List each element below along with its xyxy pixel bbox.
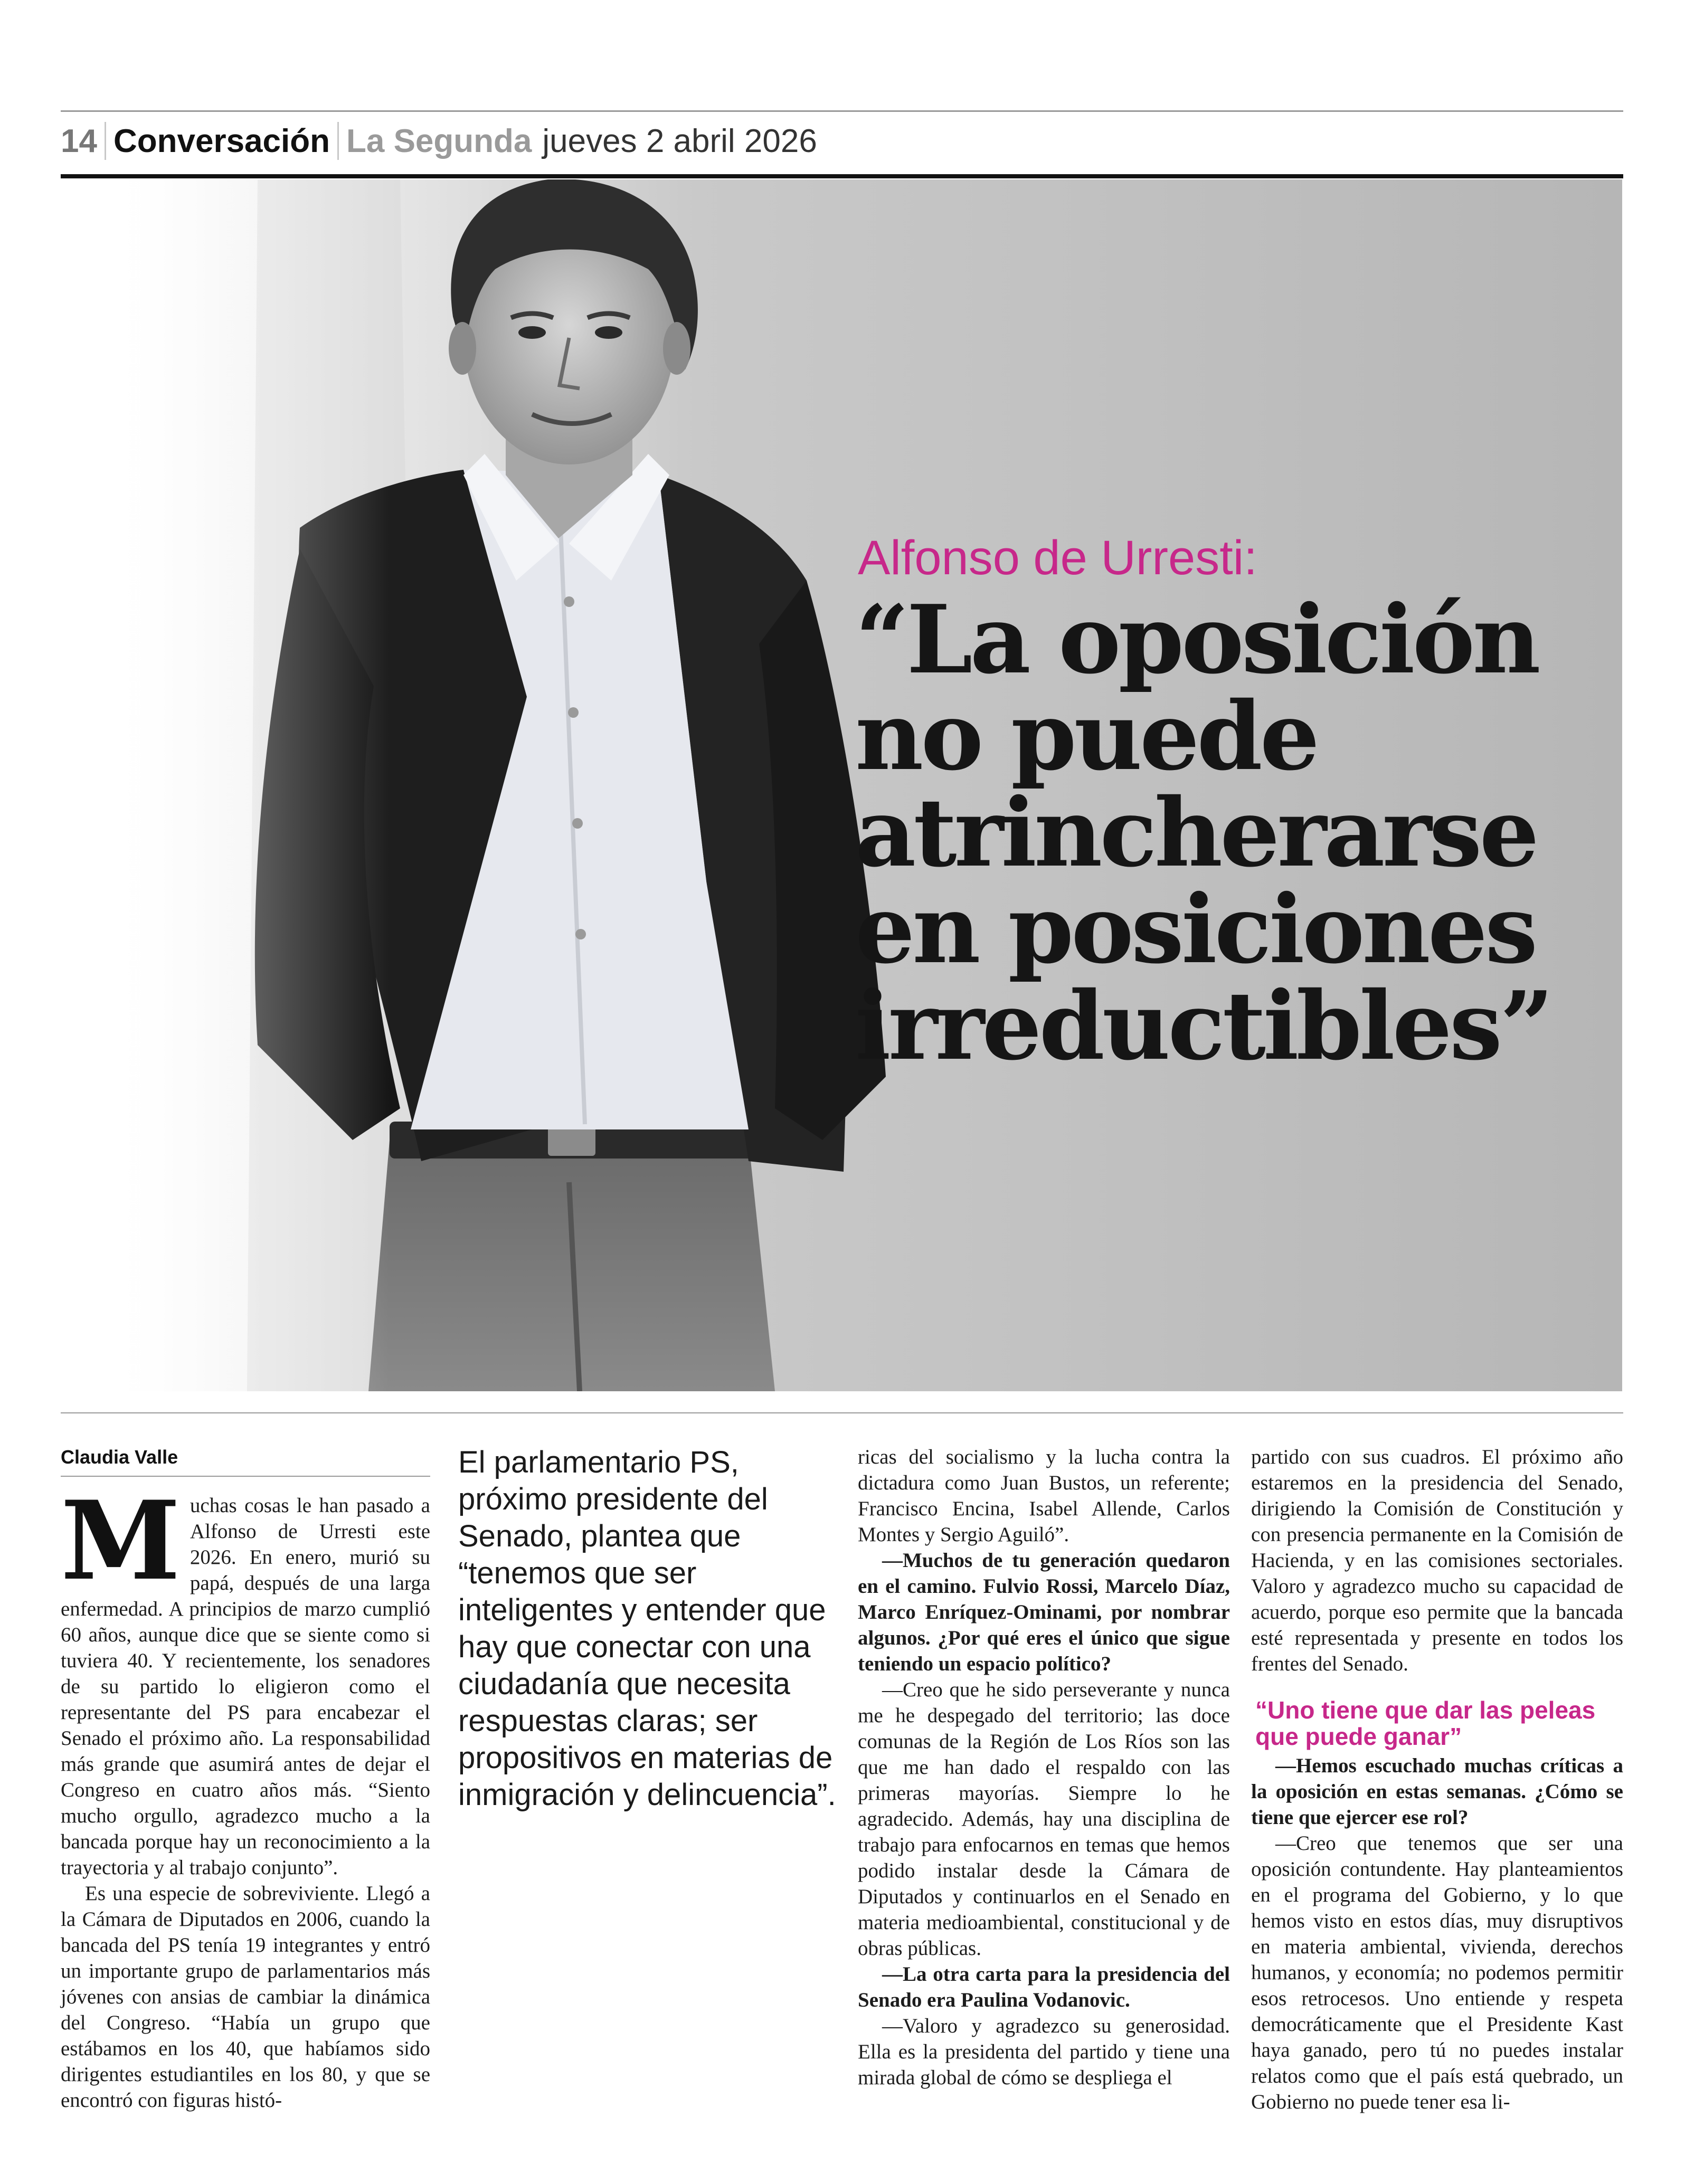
header-divider bbox=[105, 122, 106, 160]
article-column-3 bbox=[858, 1444, 1230, 2091]
headline-line: “La oposición bbox=[855, 584, 1538, 695]
article-paragraph: Es una especie de sobreviviente. Llegó a la Cámara de Diputados en 2006, cuando la bancada del PS tenía 19 integrantes y entró un importante grupo de parlamentarios más jóvenes con ansias de cambiar la dinámica del Congreso. “Había un grupo que estábamos en los 40, que habíamos sido dirigentes estudiantiles en los 80, y que se encontró con figuras histó- bbox=[61, 1882, 430, 2112]
headline-kicker: Alfonso de Urresti: bbox=[858, 531, 1257, 585]
photo-bottom-rule bbox=[61, 1412, 1623, 1413]
header-rule bbox=[61, 174, 1623, 178]
headline-line: no puede bbox=[855, 681, 1317, 791]
header-divider bbox=[337, 122, 339, 160]
section-subhead: “Uno tiene que dar las peleas que puede ganar” bbox=[1255, 1696, 1596, 1750]
article-paragraph: ricas del socialismo y la lucha contra la dictadura como Juan Bustos, un referente; Francisco Encina, Isabel Allende, Carlos Montes y Sergio Aguiló”. bbox=[858, 1446, 1230, 1546]
interview-answer: —Valoro y agradezco su generosidad. Ella es la presidenta del partido y tiene una mirada global de cómo se despliega el bbox=[858, 2015, 1230, 2089]
article-paragraph: partido con sus cuadros. El próximo año estaremos en la presidencia del Senado, dirigiendo la Comisión de Constitución y con presencia permanente en la Comisión de Hacienda, y en las comisiones sectoriales. Valoro y agradezco mucho su capacidad de acuerdo, porque eso permite que la bancada esté representada y presente en todos los frentes del Senado. bbox=[1251, 1446, 1623, 1675]
interview-question: —Muchos de tu generación quedaron en el camino. Fulvio Rossi, Marcelo Díaz, Marco Enríquez-Ominami, por nombrar algunos. ¿Por qué eres el único que sigue teniendo un espacio político? bbox=[858, 1549, 1230, 1675]
byline: Claudia Valle bbox=[61, 1446, 178, 1468]
issue-date: jueves 2 abril 2026 bbox=[542, 122, 817, 159]
article-column-4 bbox=[1251, 1444, 1623, 2115]
page-number: 14 bbox=[61, 122, 97, 159]
interview-answer: —Creo que tenemos que ser una oposición contundente. Hay planteamientos en el programa del Gobierno, y lo que hemos visto en estos días, muy disruptivos en materia ambiental, vivienda, derechos humanos, y economía; no podemos permitir esos retrocesos. Uno entiende y respeta democráticamente que el Presidente Kast haya ganado, pero tú no puedes instalar relatos como que el país está quebrado, un Gobierno no puede tener esa li- bbox=[1251, 1832, 1623, 2113]
headline bbox=[855, 584, 1615, 1081]
pull-quote: El parlamentario PS, próximo presidente del Senado, plantea que “tenemos que ser inteligentes y entender que hay que conectar con una ciudadanía que necesita respuestas claras; ser propositivos en materias de inmigración y delincuencia”. bbox=[458, 1445, 836, 1812]
interview-question: —La otra carta para la presidencia del Senado era Paulina Vodanovic. bbox=[858, 1963, 1230, 2011]
byline-rule bbox=[61, 1476, 430, 1477]
page-header bbox=[61, 117, 817, 165]
article-paragraph: uchas cosas le han pasado a Alfonso de Urresti este 2026. En enero, murió su papá, después de una larga enfermedad. A principios de marzo cumplió 60 años, aunque dice que se siente como si tuviera 40. Y recientemente, los senadores de su partido lo eligieron como el representante del PS para encabezar el Senado el próximo año. La responsabilidad más grande que asumirá antes de dejar el Congreso en cuatro años más. “Siento mucho orgullo, agradezco mucho a la bancada porque hay un reconocimiento a la trayectoria y al trabajo conjunto”. bbox=[61, 1494, 430, 1879]
interview-answer: —Creo que he sido perseverante y nunca me he despegado del territorio; las doce comunas de la Región de Los Ríos son las que me han dado el respaldo con las primeras mayorías. Siempre lo he agradecido. Además, hay una disciplina de trabajo para enfocarnos en temas que hemos podido instalar desde la Cámara de Diputados y continuarlos en el Senado en materia medioambiental, constitucional y de obras públicas. bbox=[858, 1678, 1230, 1960]
section-name: Conversación bbox=[113, 122, 330, 159]
headline-line: irreductibles” bbox=[855, 971, 1551, 1081]
headline-line: atrincherarse bbox=[855, 777, 1537, 888]
drop-cap: M bbox=[61, 1478, 181, 1604]
headline-line: en posiciones bbox=[855, 874, 1536, 984]
header-top-rule bbox=[61, 110, 1623, 112]
article-column-1 bbox=[61, 1478, 430, 2113]
interview-question: —Hemos escuchado muchas críticas a la oposición en estas semanas. ¿Cómo se tiene que ejercer ese rol? bbox=[1251, 1754, 1623, 1829]
newspaper-brand: La Segunda bbox=[346, 122, 532, 159]
